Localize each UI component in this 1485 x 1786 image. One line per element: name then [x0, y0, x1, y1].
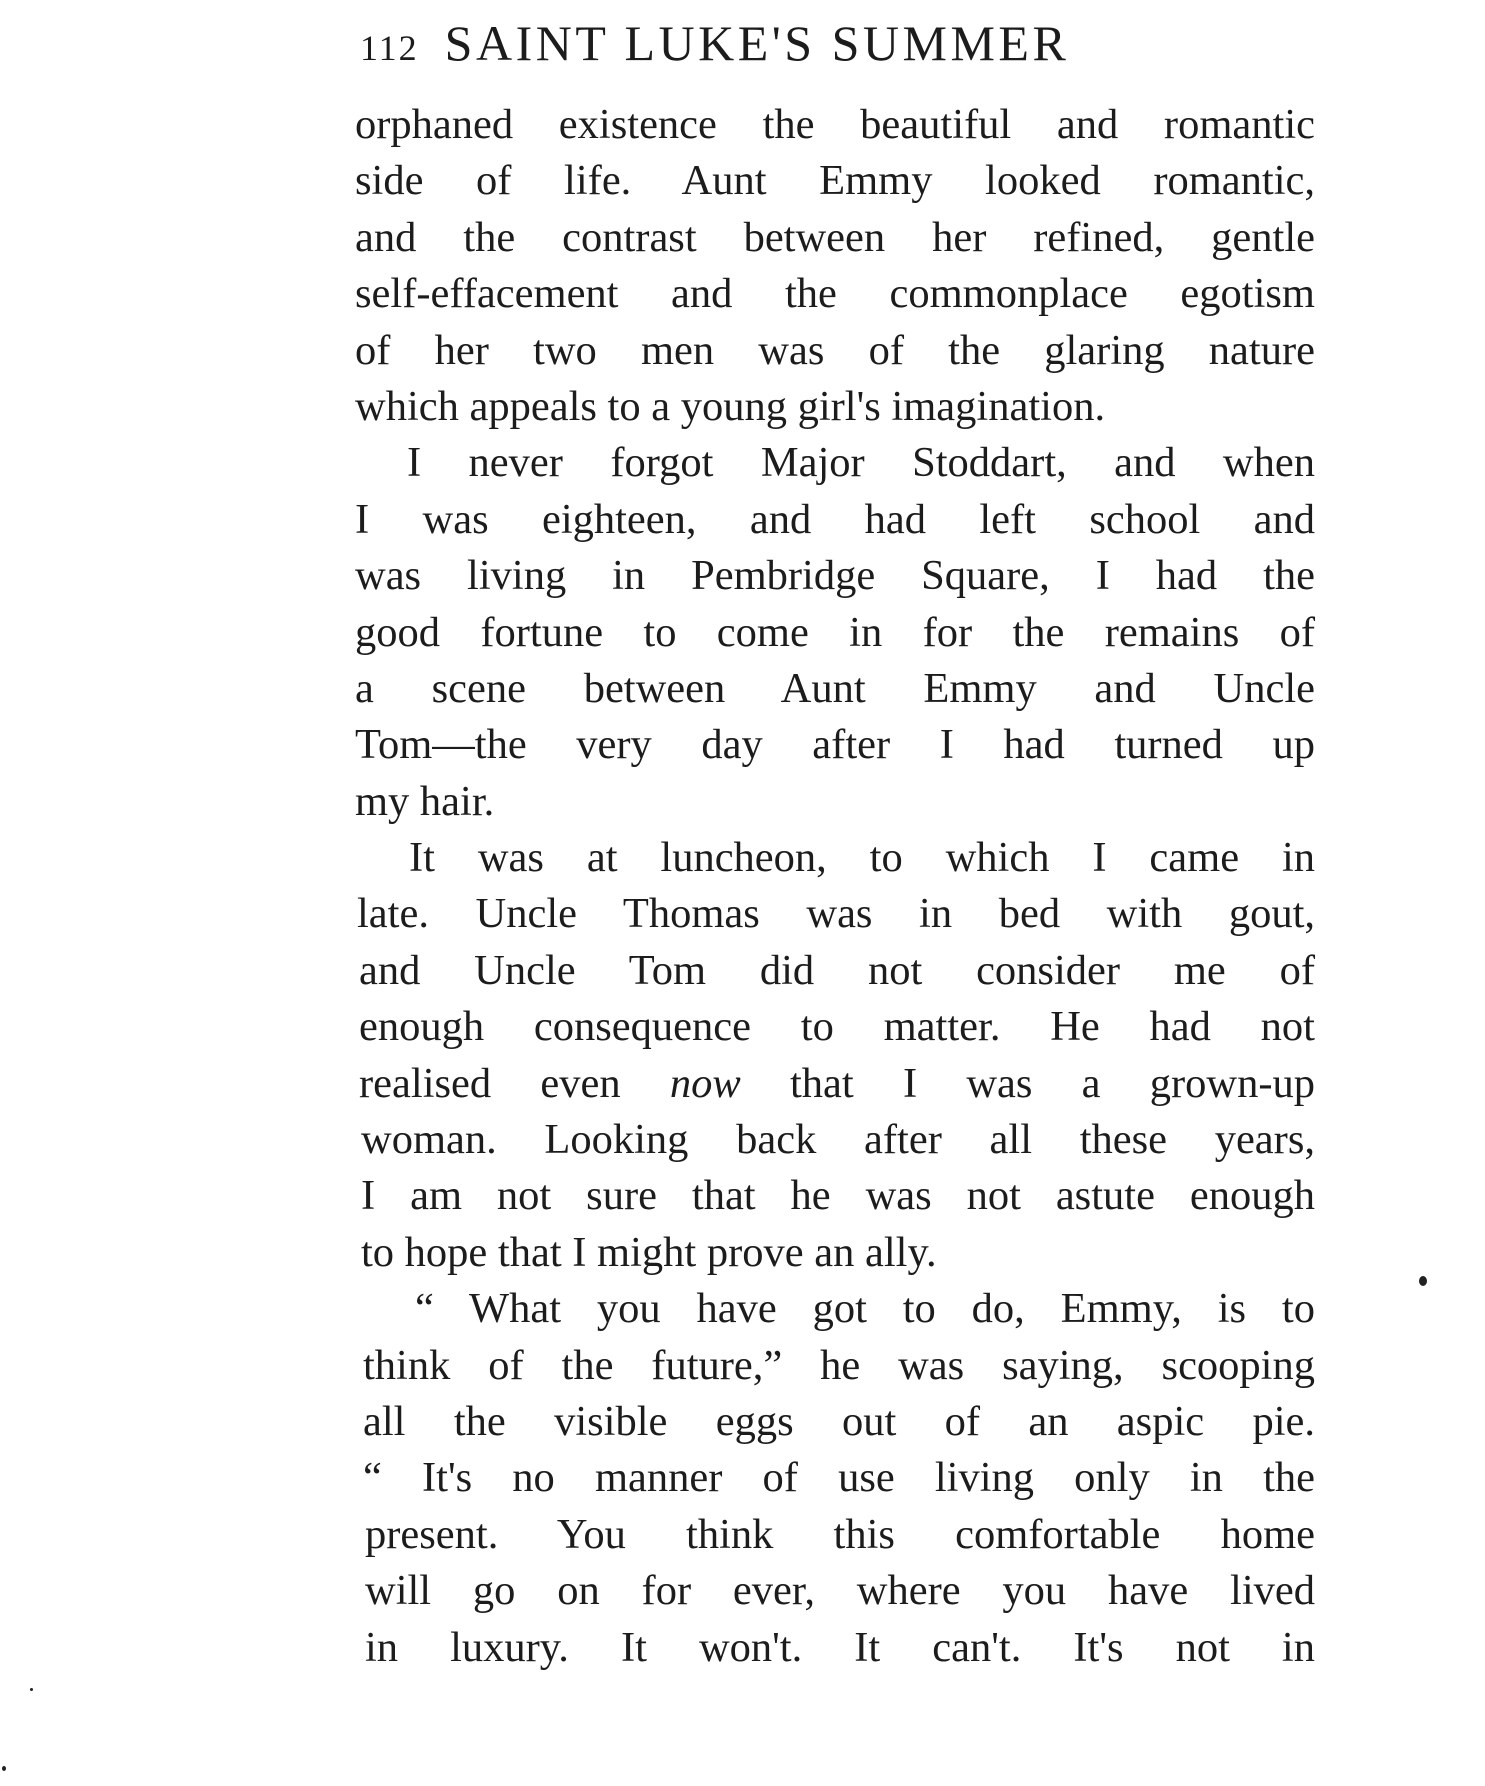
- text-line: in luxury. It won't. It can't. It's not in: [365, 1623, 1315, 1671]
- text-line: which appeals to a young girl's imagination.: [355, 382, 1106, 430]
- text-line: “ What you have got to do, Emmy, is to: [415, 1285, 1315, 1333]
- text-line: I was eighteen, and had left school and: [355, 495, 1315, 543]
- text-line: I am not sure that he was not astute enough: [361, 1172, 1315, 1220]
- ink-speck: [2, 1766, 6, 1771]
- text-line: and Uncle Tom did not consider me of: [359, 946, 1315, 994]
- text-line: orphaned existence the beautiful and romantic: [355, 101, 1315, 148]
- text-line: was living in Pembridge Square, I had the: [355, 552, 1315, 600]
- italic-word: now: [669, 1059, 741, 1107]
- text-line: woman. Looking back after all these years,: [361, 1116, 1315, 1164]
- text-line: self-effacement and the commonplace egotism: [355, 270, 1315, 318]
- text-line: to hope that I might prove an ally.: [361, 1228, 937, 1276]
- text-segment: that I was a grown-up: [789, 1059, 1316, 1107]
- text-segment: realised even: [359, 1059, 621, 1107]
- text-line: [359, 1056, 1315, 1112]
- text-line: present. You think this comfortable home: [365, 1510, 1315, 1558]
- text-line: my hair.: [355, 777, 495, 825]
- body-text: [355, 97, 1315, 1676]
- text-line: I never forgot Major Stoddart, and when: [407, 439, 1315, 487]
- page-number: 112: [360, 28, 419, 68]
- text-line: and the contrast between her refined, gentle: [355, 213, 1315, 261]
- text-line: Tom—the very day after I had turned up: [355, 721, 1315, 769]
- running-head: [360, 14, 1360, 84]
- text-line: good fortune to come in for the remains of: [355, 608, 1315, 656]
- text-line: will go on for ever, where you have lived: [365, 1567, 1315, 1615]
- book-title: SAINT LUKE'S SUMMER: [444, 15, 1070, 71]
- ink-speck: [30, 1688, 33, 1691]
- ink-speck: [1419, 1276, 1427, 1286]
- text-line: enough consequence to matter. He had not: [359, 1003, 1315, 1051]
- text-line: a scene between Aunt Emmy and Uncle: [355, 664, 1315, 712]
- text-line: think of the future,” he was saying, scooping: [363, 1341, 1315, 1389]
- text-line: of her two men was of the glaring nature: [355, 326, 1315, 374]
- text-line: “ It's no manner of use living only in the: [363, 1454, 1315, 1502]
- text-line: all the visible eggs out of an aspic pie.: [363, 1397, 1315, 1445]
- text-line: It was at luncheon, to which I came in: [409, 834, 1315, 882]
- text-line: side of life. Aunt Emmy looked romantic,: [355, 157, 1315, 205]
- text-line: late. Uncle Thomas was in bed with gout,: [357, 890, 1315, 938]
